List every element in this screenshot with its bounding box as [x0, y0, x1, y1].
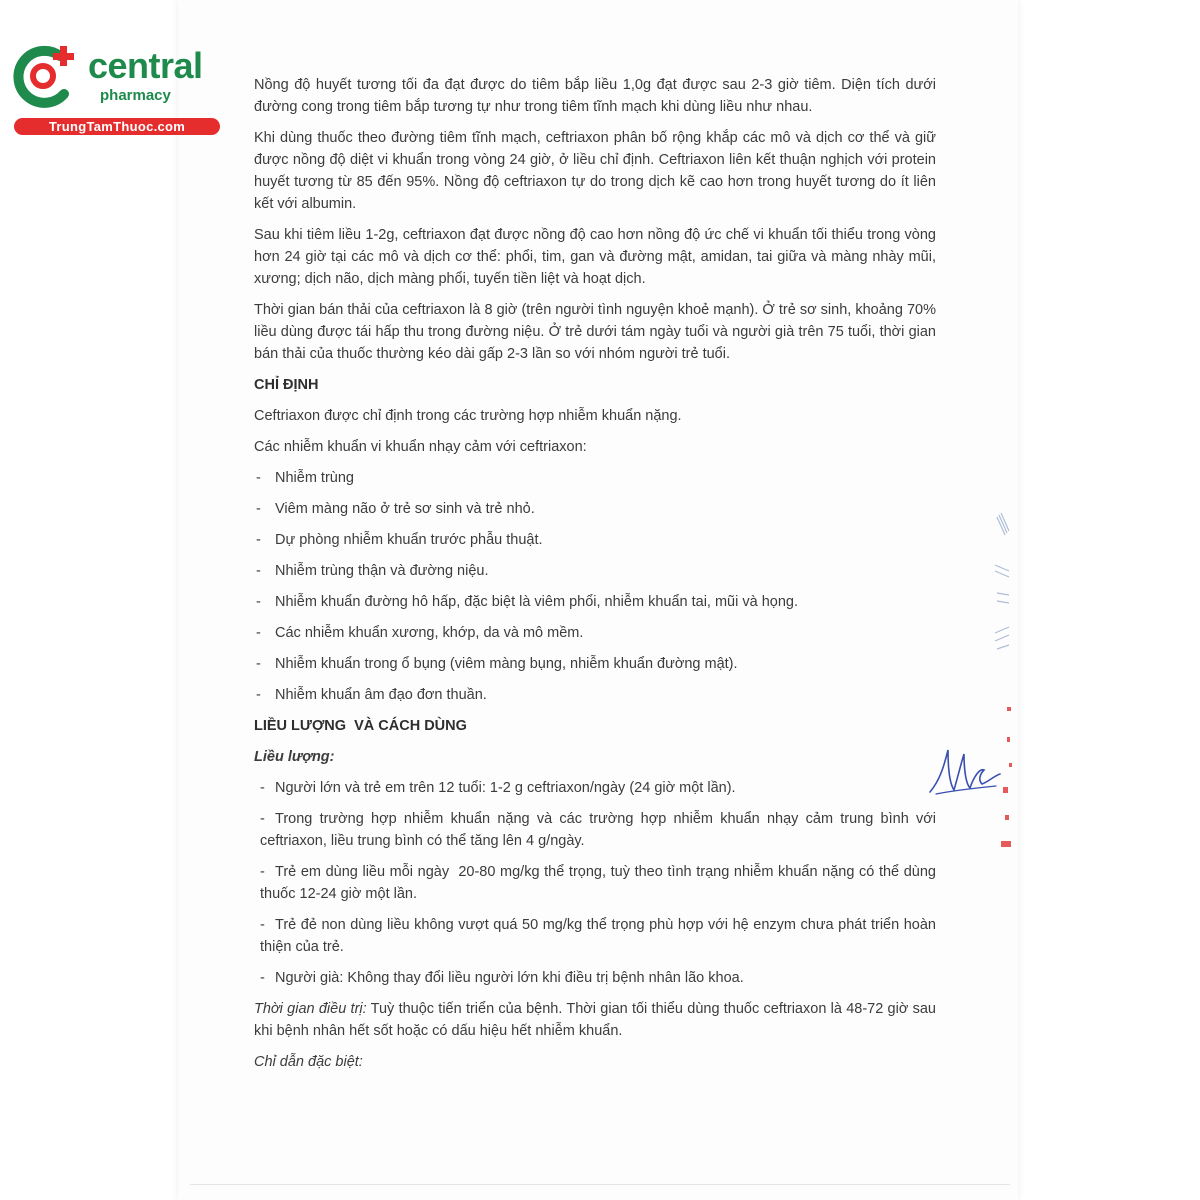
central-pharmacy-logo[interactable]	[10, 40, 210, 135]
logo-brand-name: central	[88, 45, 203, 86]
indications-list	[254, 467, 936, 706]
indication-item: - Các nhiễm khuẩn xương, khớp, da và mô mềm.	[254, 622, 936, 644]
indication-item: - Nhiễm khuẩn trong ổ bụng (viêm màng bụng, nhiễm khuẩn đường mật).	[254, 653, 936, 675]
logo-brand-sub: pharmacy	[100, 87, 171, 104]
treatment-duration	[254, 998, 936, 1042]
paragraph-half-life: Thời gian bán thải của ceftriaxon là 8 giờ (trên người tình nguyện khoẻ mạnh). Ở trẻ sơ sinh, khoảng 70% liều dùng được tái hấp thu trong đường niệu. Ở trẻ dưới tám ngày tuổi và người già trên 75 tuổi, thời gian bán thải của thuốc thường kéo dài gấp 2-3 lần so với nhóm người trẻ tuổi.	[254, 302, 936, 362]
paragraph-distribution: Khi dùng thuốc theo đường tiêm tĩnh mạch, ceftriaxon phân bố rộng khắp các mô và dịch cơ thể và giữ được nồng độ diệt vi khuẩn trong vòng 24 giờ, ở liều chỉ định. Ceftriaxon liên kết thuận nghịch với protein huyết tương từ 85 đến 95%. Nồng độ ceftriaxon tự do trong dịch kẽ cao hơn trong huyết tương do ít liên kết với albumin.	[254, 130, 936, 212]
indications-intro: Ceftriaxon được chỉ định trong các trường hợp nhiễm khuẩn nặng.	[254, 408, 682, 424]
indication-item: - Nhiễm trùng thận và đường niệu.	[254, 560, 936, 582]
signature-mark	[926, 740, 1006, 800]
pharmacy-logo-icon	[10, 40, 82, 112]
indication-item: - Nhiễm trùng	[254, 467, 936, 489]
logo-site-banner[interactable]: TrungTamThuoc.com	[14, 118, 220, 135]
treatment-duration-label: Thời gian điều trị:	[254, 1001, 367, 1017]
dosage-item: - Trẻ em dùng liều mỗi ngày 20-80 mg/kg thể trọng, tuỳ theo tình trạng nhiễm khuẩn nặng có thể dùng thuốc 12-24 giờ một lần.	[260, 864, 941, 902]
indications-list-intro: Các nhiễm khuẩn vi khuẩn nhạy cảm với ceftriaxon:	[254, 439, 587, 455]
special-instructions-label: Chỉ dẫn đặc biệt:	[254, 1054, 363, 1070]
dosage-item: - Trẻ đẻ non dùng liều không vượt quá 50 mg/kg thể trọng phù hợp với hệ enzym chưa phát triển hoàn thiện của trẻ.	[260, 917, 936, 955]
document-body	[254, 74, 941, 1082]
dosage-item: - Người già: Không thay đổi liều người lớn khi điều trị bệnh nhân lão khoa.	[260, 970, 744, 986]
indications-heading: CHỈ ĐỊNH	[254, 377, 319, 393]
indication-item: - Viêm màng não ở trẻ sơ sinh và trẻ nhỏ.	[254, 498, 936, 520]
paragraph-peak-concentration: Nồng độ huyết tương tối đa đạt được do tiêm bắp liều 1,0g đạt được sau 2-3 giờ tiêm. Diện tích dưới đường cong trong tiêm bắp tương tự như trong tiêm tĩnh mạch khi dùng liều như nhau.	[254, 77, 936, 115]
dosage-list	[254, 777, 941, 989]
treatment-duration-text: Tuỳ thuộc tiến triển của bệnh. Thời gian tối thiểu dùng thuốc ceftriaxon là 48-72 giờ sau khi bệnh nhân hết sốt hoặc có dấu hiệu hết nhiễm khuẩn.	[254, 1001, 936, 1039]
stamp-marks	[985, 505, 1025, 865]
dosage-subheading: Liều lượng:	[254, 749, 335, 765]
indication-item: - Nhiễm khuẩn đường hô hấp, đặc biệt là viêm phổi, nhiễm khuẩn tai, mũi và họng.	[254, 591, 936, 613]
paragraph-tissue-levels: Sau khi tiêm liều 1-2g, ceftriaxon đạt được nồng độ cao hơn nồng độ ức chế vi khuẩn tối thiểu trong vòng hơn 24 giờ tại các mô và dịch cơ thể: phổi, tim, gan và đường mật, amidan, tai giữa và màng nhày mũi, xương; dịch não, dịch màng phổi, tuyến tiền liệt và hoạt dịch.	[254, 227, 936, 287]
indication-item: - Nhiễm khuẩn âm đạo đơn thuần.	[254, 684, 936, 706]
indication-item: - Dự phòng nhiễm khuẩn trước phẫu thuật.	[254, 529, 936, 551]
dosage-heading: LIỀU LƯỢNG VÀ CÁCH DÙNG	[254, 718, 467, 734]
dosage-item: - Trong trường hợp nhiễm khuẩn nặng và các trường hợp nhiễm khuẩn nhạy cảm trung bình với ceftriaxon, liều trung bình có thể tăng lên 4 g/ngày.	[260, 811, 936, 849]
page-edge	[190, 1184, 1010, 1185]
dosage-item: - Người lớn và trẻ em trên 12 tuổi: 1-2 g ceftriaxon/ngày (24 giờ một lần).	[260, 780, 736, 796]
